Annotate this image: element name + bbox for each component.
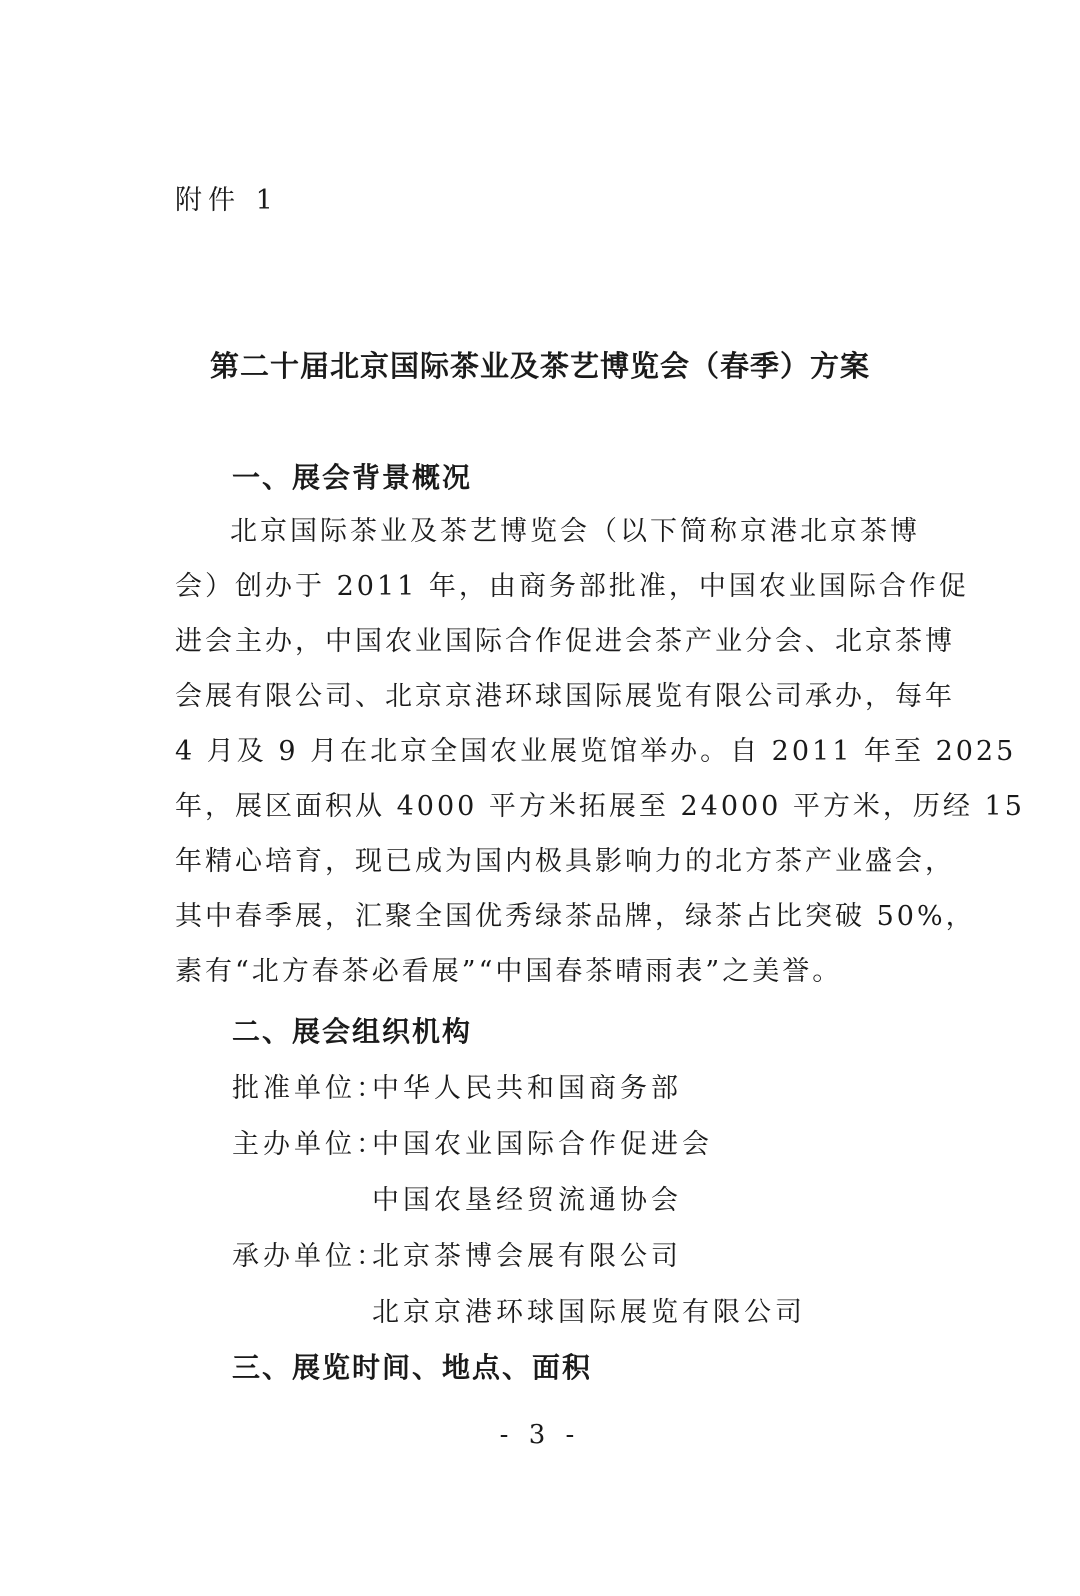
section-heading-time-place: 三、展览时间、地点、面积 <box>232 1351 593 1384</box>
org-value: 中华人民共和国商务部 <box>372 1073 682 1104</box>
paragraph-line: 其中春季展，汇聚全国优秀绿茶品牌，绿茶占比突破 50%， <box>175 901 976 932</box>
org-row-organizer-2 <box>232 1290 806 1329</box>
paragraph-line: 会）创办于 2011 年，由商务部批准，中国农业国际合作促 <box>175 571 969 602</box>
org-row-host-2 <box>232 1178 682 1217</box>
org-value: 中国农垦经贸流通协会 <box>372 1185 682 1216</box>
org-value: 中国农业国际合作促进会 <box>372 1129 713 1160</box>
paragraph-line: 年，展区面积从 4000 平方米拓展至 24000 平方米，历经 15 <box>175 791 1025 822</box>
paragraph-line: 进会主办，中国农业国际合作促进会茶产业分会、北京茶博 <box>175 626 955 657</box>
org-value: 北京京港环球国际展览有限公司 <box>372 1297 806 1328</box>
org-value: 北京茶博会展有限公司 <box>372 1241 682 1272</box>
document-title: 第二十届北京国际茶业及茶艺博览会（春季）方案 <box>209 349 870 383</box>
section-heading-organization: 二、展会组织机构 <box>232 1015 473 1048</box>
org-label: 主办单位： <box>232 1129 387 1160</box>
background-paragraph <box>175 504 1025 999</box>
org-row-organizer <box>232 1234 682 1273</box>
paragraph-line: 素有“北方春茶必看展”“中国春茶晴雨表”之美誉。 <box>175 956 843 987</box>
org-label: 承办单位： <box>232 1241 387 1272</box>
paragraph-line: 4 月及 9 月在北京全国农业展览馆举办。自 2011 年至 2025 <box>175 736 1017 767</box>
section-heading-background: 一、展会背景概况 <box>232 461 473 494</box>
paragraph-line: 年精心培育，现已成为国内极具影响力的北方茶产业盛会， <box>175 846 955 877</box>
org-row-host <box>232 1122 713 1161</box>
attachment-label: 附件 1 <box>175 185 279 216</box>
page-number: - 3 - <box>499 1420 581 1450</box>
org-row-approval <box>232 1066 682 1105</box>
paragraph-line: 北京国际茶业及茶艺博览会（以下简称京港北京茶博 <box>230 516 920 547</box>
org-label: 批准单位： <box>232 1073 387 1104</box>
paragraph-line: 会展有限公司、北京京港环球国际展览有限公司承办，每年 <box>175 681 955 712</box>
